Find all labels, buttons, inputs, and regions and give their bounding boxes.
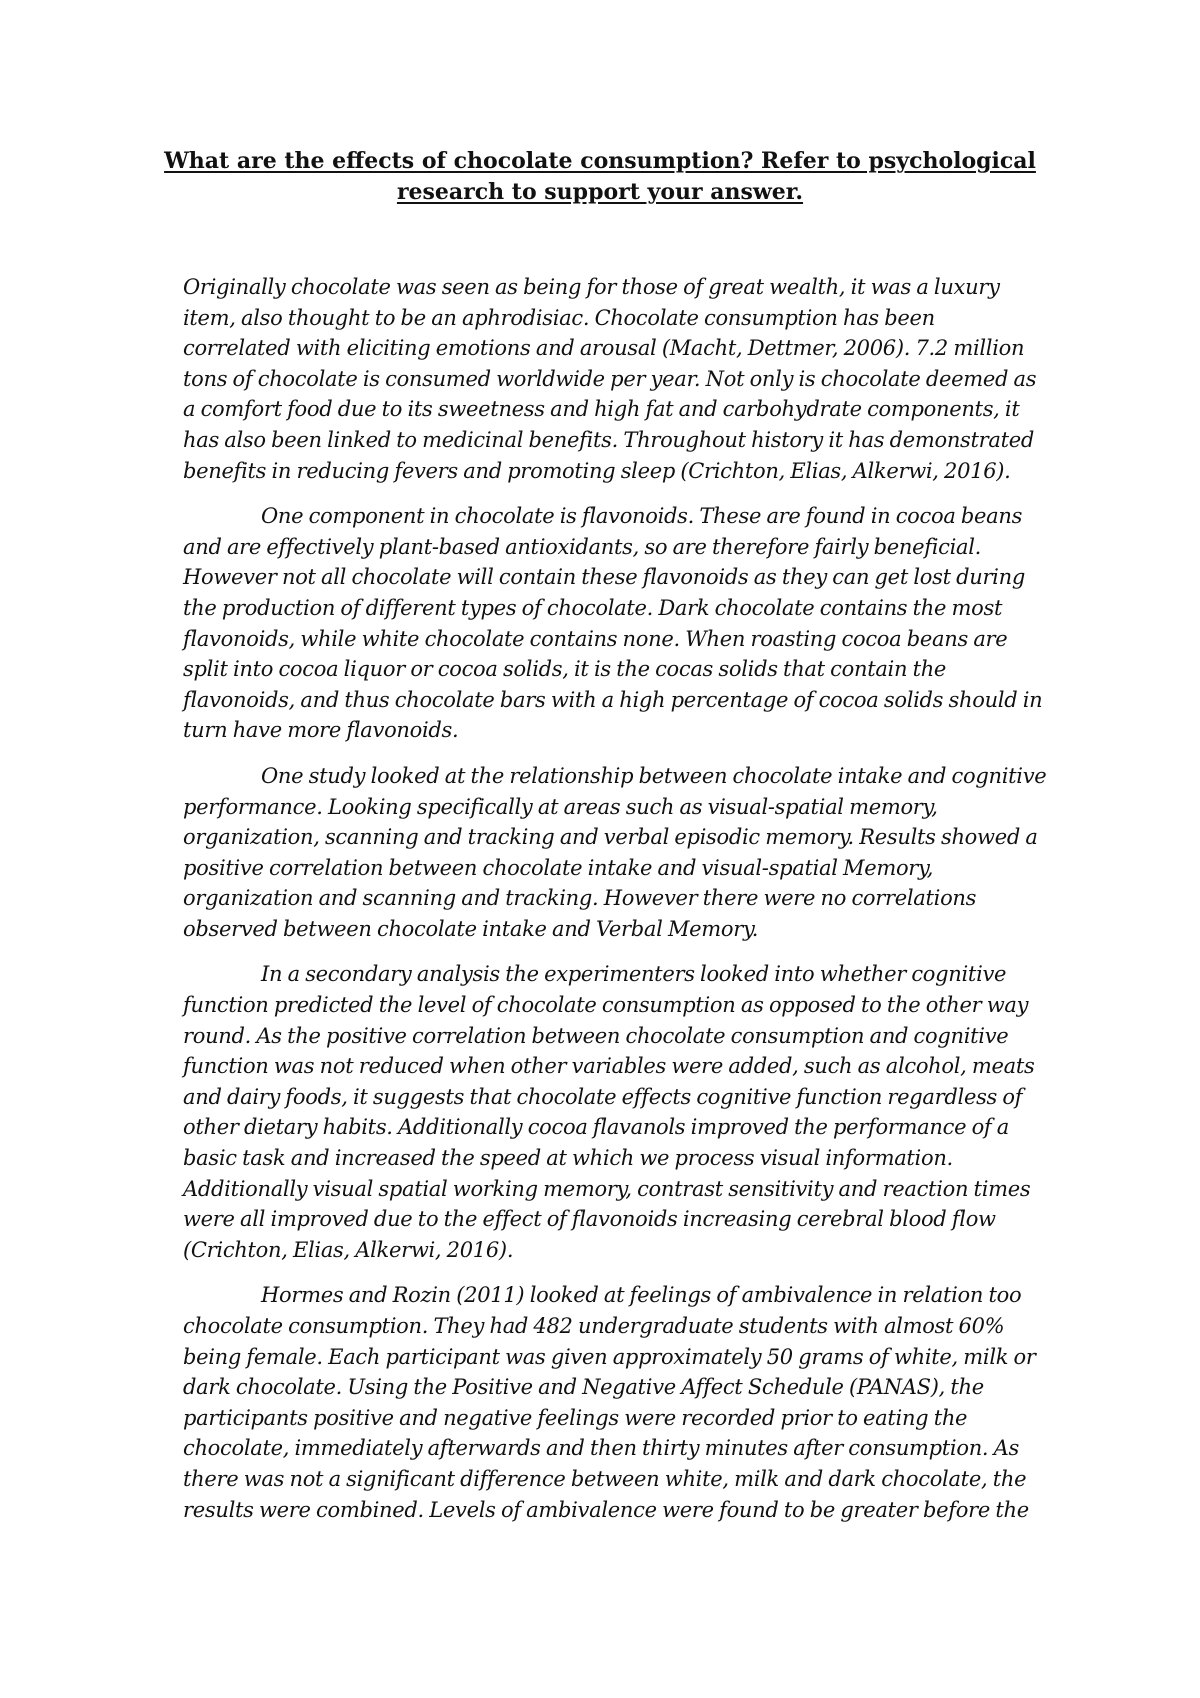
text-line: other dietary habits. Additionally cocoa flavanols improved the performance of a <box>183 1115 1009 1140</box>
text-line: item, also thought to be an aphrodisiac. Chocolate consumption has been <box>183 305 935 330</box>
text-line: Originally chocolate was seen as being for those of great wealth, it was a luxury <box>183 275 1000 299</box>
document-title <box>150 146 1050 208</box>
text-line: positive correlation between chocolate intake and visual-spatial Memory, <box>183 855 934 880</box>
text-line: organization, scanning and tracking and verbal episodic memory. Results showed a <box>183 825 1038 850</box>
text-line: (Crichton, Elias, Alkerwi, 2016). <box>183 1237 514 1262</box>
text-line: split into cocoa liquor or cocoa solids, it is the cocas solids that contain the <box>183 657 947 682</box>
text-line: performance. Looking specifically at areas such as visual-spatial memory, <box>183 794 938 819</box>
text-line: organization and scanning and tracking. However there were no correlations <box>183 886 977 911</box>
text-line: dark chocolate. Using the Positive and Negative Affect Schedule (PANAS), the <box>183 1375 984 1400</box>
text-line: and are effectively plant-based antioxidants, so are therefore fairly beneficial. <box>183 534 982 559</box>
text-line: chocolate consumption. They had 482 undergraduate students with almost 60% <box>183 1314 1005 1338</box>
essay-body <box>183 272 1047 1540</box>
text-line: results were combined. Levels of ambivalence were found to be greater before the <box>183 1497 1029 1522</box>
paragraph-ambivalence-study <box>183 1280 1036 1525</box>
text-line: being female. Each participant was given approximately 50 grams of white, milk or <box>183 1344 1036 1369</box>
text-line: function predicted the level of chocolate consumption as opposed to the other way <box>183 993 1029 1018</box>
title-line: research to support your answer. <box>396 179 804 205</box>
text-line: observed between chocolate intake and Verbal Memory. <box>183 916 759 941</box>
text-line: flavonoids, while white chocolate contains none. When roasting cocoa beans are <box>183 626 1008 651</box>
text-line: However not all chocolate will contain these flavonoids as they can get lost during <box>183 565 1025 590</box>
text-line: round. As the positive correlation between chocolate consumption and cognitive <box>183 1023 1009 1048</box>
text-line: benefits in reducing fevers and promoting sleep (Crichton, Elias, Alkerwi, 2016). <box>183 458 1011 483</box>
text-line: Hormes and Rozin (2011) looked at feelings of ambivalence in relation too <box>261 1283 1022 1308</box>
text-line: In a secondary analysis the experimenters looked into whether cognitive <box>261 962 1007 987</box>
text-line: basic task and increased the speed at which we process visual information. <box>183 1146 953 1171</box>
text-line: One study looked at the relationship between chocolate intake and cognitive <box>261 763 1047 788</box>
text-line: participants positive and negative feelings were recorded prior to eating the <box>183 1405 968 1430</box>
text-line: and dairy foods, it suggests that chocolate effects cognitive function regardless of <box>183 1084 1023 1109</box>
text-line: were all improved due to the effect of flavonoids increasing cerebral blood flow <box>183 1207 996 1232</box>
paragraph-flavonoids <box>183 501 1043 746</box>
paragraph-introduction <box>183 272 1037 486</box>
text-line: function was not reduced when other variables were added, such as alcohol, meats <box>183 1054 1035 1079</box>
title-line: What are the effects of chocolate consumption? Refer to psychological <box>164 148 1036 174</box>
paragraph-cognitive-study <box>183 761 1047 945</box>
text-line: has also been linked to medicinal benefits. Throughout history it has demonstrated <box>183 427 1035 452</box>
text-line: flavonoids, and thus chocolate bars with a high percentage of cocoa solids should in <box>183 687 1043 712</box>
text-line: One component in chocolate is flavonoids. These are found in cocoa beans <box>261 504 1023 529</box>
text-line: there was not a significant difference between white, milk and dark chocolate, the <box>183 1466 1027 1491</box>
text-line: turn have more flavonoids. <box>183 718 459 743</box>
text-line: tons of chocolate is consumed worldwide per year. Not only is chocolate deemed as <box>183 366 1037 391</box>
text-line: a comfort food due to its sweetness and high fat and carbohydrate components, it <box>183 397 1020 422</box>
text-line: chocolate, immediately afterwards and then thirty minutes after consumption. As <box>183 1436 1020 1461</box>
text-line: Additionally visual spatial working memory, contrast sensitivity and reaction times <box>183 1176 1031 1201</box>
text-line: correlated with eliciting emotions and arousal (Macht, Dettmer, 2006). 7.2 million <box>183 336 1025 361</box>
paragraph-secondary-analysis <box>183 959 1035 1265</box>
text-line: the production of different types of chocolate. Dark chocolate contains the most <box>183 595 1003 620</box>
